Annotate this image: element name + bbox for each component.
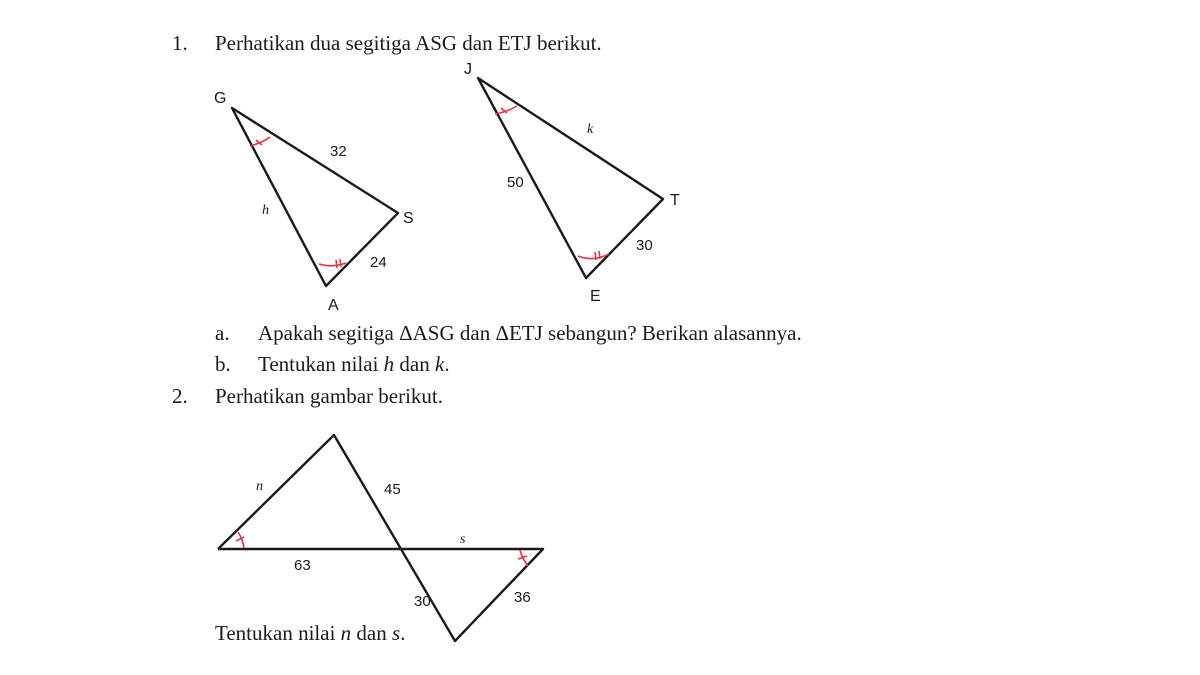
angle-mark-a: [319, 263, 346, 266]
part-b-var-k: k: [435, 352, 445, 376]
triangle-etj: [464, 61, 680, 305]
q2-prompt-suffix: .: [400, 621, 406, 645]
triangle-asg: [214, 90, 414, 314]
vertex-g: G: [214, 90, 227, 107]
question-1-text: Perhatikan dua segitiga ASG dan ETJ berikut.: [215, 31, 602, 55]
side-30-label: 30: [414, 593, 431, 610]
side-as-label: 24: [370, 254, 387, 271]
side-36-label: 36: [514, 589, 531, 606]
side-63-label: 63: [294, 557, 311, 574]
side-jt-label: k: [587, 122, 594, 137]
angle-tick-a1: [336, 260, 337, 268]
side-s-label: s: [460, 532, 466, 547]
q2-var-s: s: [392, 621, 401, 645]
side-ga-label: h: [262, 203, 269, 218]
part-b-letter: b.: [215, 352, 231, 376]
vertex-a: A: [328, 297, 339, 314]
side-je-label: 50: [507, 174, 524, 191]
part-a-letter: a.: [215, 321, 230, 345]
q2-prompt-middle: dan: [351, 621, 392, 645]
part-a-text: Apakah segitiga ΔASG dan ΔETJ sebangun? Berikan alasannya.: [258, 321, 802, 345]
vertex-e: E: [590, 288, 601, 305]
q2-prompt-prefix: Tentukan nilai: [215, 621, 341, 645]
question-2-number: 2.: [172, 384, 188, 408]
angle-tick-e1: [595, 252, 596, 260]
question-1-number: 1.: [172, 31, 188, 55]
vertex-j: J: [464, 61, 472, 78]
side-et-label: 30: [636, 237, 653, 254]
part-b-middle: dan: [394, 352, 435, 376]
angle-tick-e2: [599, 251, 600, 259]
part-b-prefix: Tentukan nilai: [258, 352, 384, 376]
q2-var-n: n: [340, 621, 352, 645]
side-gs-label: 32: [330, 143, 347, 160]
angle-mark-g: [250, 137, 270, 146]
question-2-prompt: [215, 623, 405, 644]
vertex-s: S: [403, 210, 414, 227]
vertex-t: T: [670, 192, 680, 209]
part-b-text: [258, 354, 450, 375]
part-b-var-h: h: [383, 352, 395, 376]
figure-2-outline: [218, 435, 543, 641]
angle-tick-a2: [340, 259, 341, 267]
side-n-label: n: [256, 479, 263, 494]
question-2-text: Perhatikan gambar berikut.: [215, 384, 444, 408]
part-b-suffix: .: [444, 352, 450, 376]
figure-2: [218, 435, 543, 641]
side-45-label: 45: [384, 481, 401, 498]
